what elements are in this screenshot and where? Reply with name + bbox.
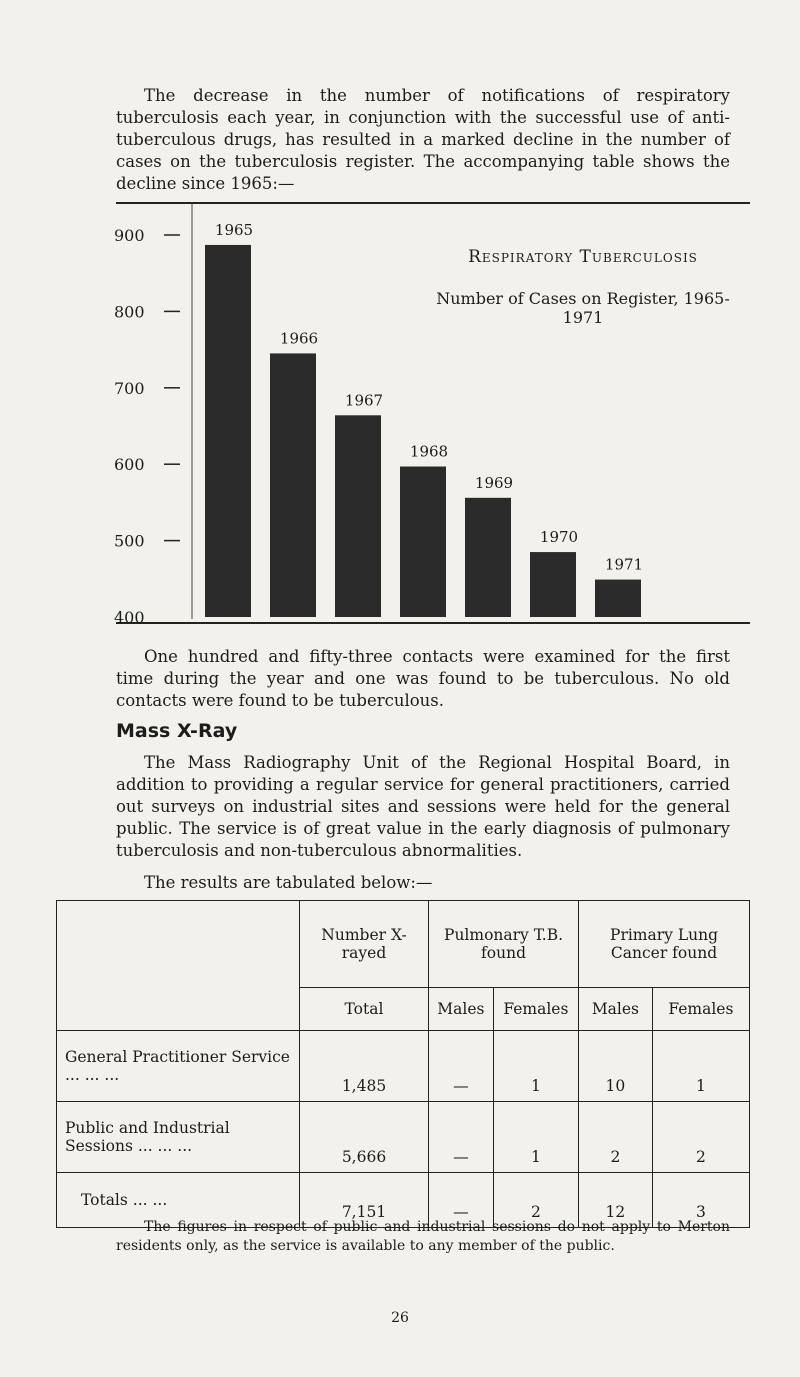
chart-title: Respiratory Tuberculosis <box>468 247 698 267</box>
row-label: Public and Industrial Sessions ... ... ... <box>57 1102 300 1173</box>
contacts-paragraph: One hundred and fifty-three contacts were examined for the first time during the year and one was found to be tuberculous. No old contacts were found to be tuberculous. <box>116 647 730 710</box>
y-tick-label: 400 <box>114 608 145 627</box>
bar-1970 <box>530 552 576 617</box>
cell-lc-females: 1 <box>652 1031 749 1102</box>
bar-label-1971: 1971 <box>604 555 644 574</box>
cell-tb-males: — <box>429 1031 494 1102</box>
results-intro: The results are tabulated below:— <box>144 873 433 892</box>
bar-1968 <box>400 466 446 617</box>
header-lc-males: Males <box>579 988 653 1031</box>
page-number: 26 <box>391 1310 409 1326</box>
intro-paragraph: The decrease in the number of notifications of respiratory tuberculosis each year, in conjunction with the successful use of anti-tuberculous drugs, has resulted in a marked decline in the number of cases on the tuberculosis register. The accompanying table shows the decline since 1965:— <box>116 86 730 193</box>
header-tb-females: Females <box>493 988 578 1031</box>
bar-label-1970: 1970 <box>539 528 579 547</box>
header-number-xrayed: Number X-rayed <box>300 901 429 988</box>
row-label: General Practitioner Service ... ... ... <box>57 1031 300 1102</box>
cell-total: 5,666 <box>300 1102 429 1173</box>
y-tick-label: 500 <box>114 531 145 551</box>
cell-lc-males: 12 <box>579 1173 653 1228</box>
table-header-row <box>57 901 750 988</box>
cell-total: 1,485 <box>300 1031 429 1102</box>
results-table <box>56 900 750 1228</box>
chart-subtitle: Number of Cases on Register, 1965-1971 <box>436 289 730 327</box>
cell-tb-females: 2 <box>493 1173 578 1228</box>
cell-lc-males: 10 <box>579 1031 653 1102</box>
cell-lc-females: 3 <box>652 1173 749 1228</box>
y-tick-label: 600 <box>114 455 145 475</box>
bar-1971 <box>595 580 641 617</box>
mass-xray-paragraph: The Mass Radiography Unit of the Regional Hospital Board, in addition to providing a regular service for general practitioners, carried out surveys on industrial sites and sessions were held for the general public. The service is of great value in the early diagnosis of pulmonary tuberculosis and non-tuberculous abnormalities. <box>116 753 730 860</box>
y-tick-label: 800 <box>114 302 145 322</box>
header-tb-males: Males <box>429 988 494 1031</box>
y-tick-label: 700 <box>114 378 145 398</box>
cell-tb-females: 1 <box>493 1102 578 1173</box>
bar-1969 <box>465 498 511 617</box>
row-label-header <box>57 901 300 1031</box>
cell-total: 7,151 <box>300 1173 429 1228</box>
bar-1967 <box>335 415 381 617</box>
tuberculosis-register-chart <box>110 195 750 635</box>
cell-tb-females: 1 <box>493 1031 578 1102</box>
cell-tb-males: — <box>429 1102 494 1173</box>
header-lc-females: Females <box>652 988 749 1031</box>
table-row <box>57 1031 750 1102</box>
y-tick-label: 900 <box>114 226 145 245</box>
bar-label-1968: 1968 <box>409 442 449 461</box>
header-pulmonary-tb: Pulmonary T.B. found <box>429 901 579 988</box>
row-label: Totals ... ... <box>57 1173 300 1228</box>
mass-xray-heading: Mass X-Ray <box>116 720 238 742</box>
table-row <box>57 1102 750 1173</box>
bar-label-1967: 1967 <box>344 391 384 410</box>
bar-label-1966: 1966 <box>279 329 319 348</box>
bar-label-1969: 1969 <box>474 473 514 492</box>
bar-1966 <box>270 353 316 617</box>
cell-tb-males: — <box>429 1173 494 1228</box>
bar-label-1965: 1965 <box>214 220 254 239</box>
cell-lc-males: 2 <box>579 1102 653 1173</box>
header-lung-cancer: Primary Lung Cancer found <box>579 901 750 988</box>
header-total: Total <box>300 988 429 1031</box>
footnote: The figures in respect of public and industrial sessions do not apply to Merton residents only, as the service is available to any member of the public. <box>116 1219 730 1254</box>
cell-lc-females: 2 <box>652 1102 749 1173</box>
bar-1965 <box>205 245 251 617</box>
